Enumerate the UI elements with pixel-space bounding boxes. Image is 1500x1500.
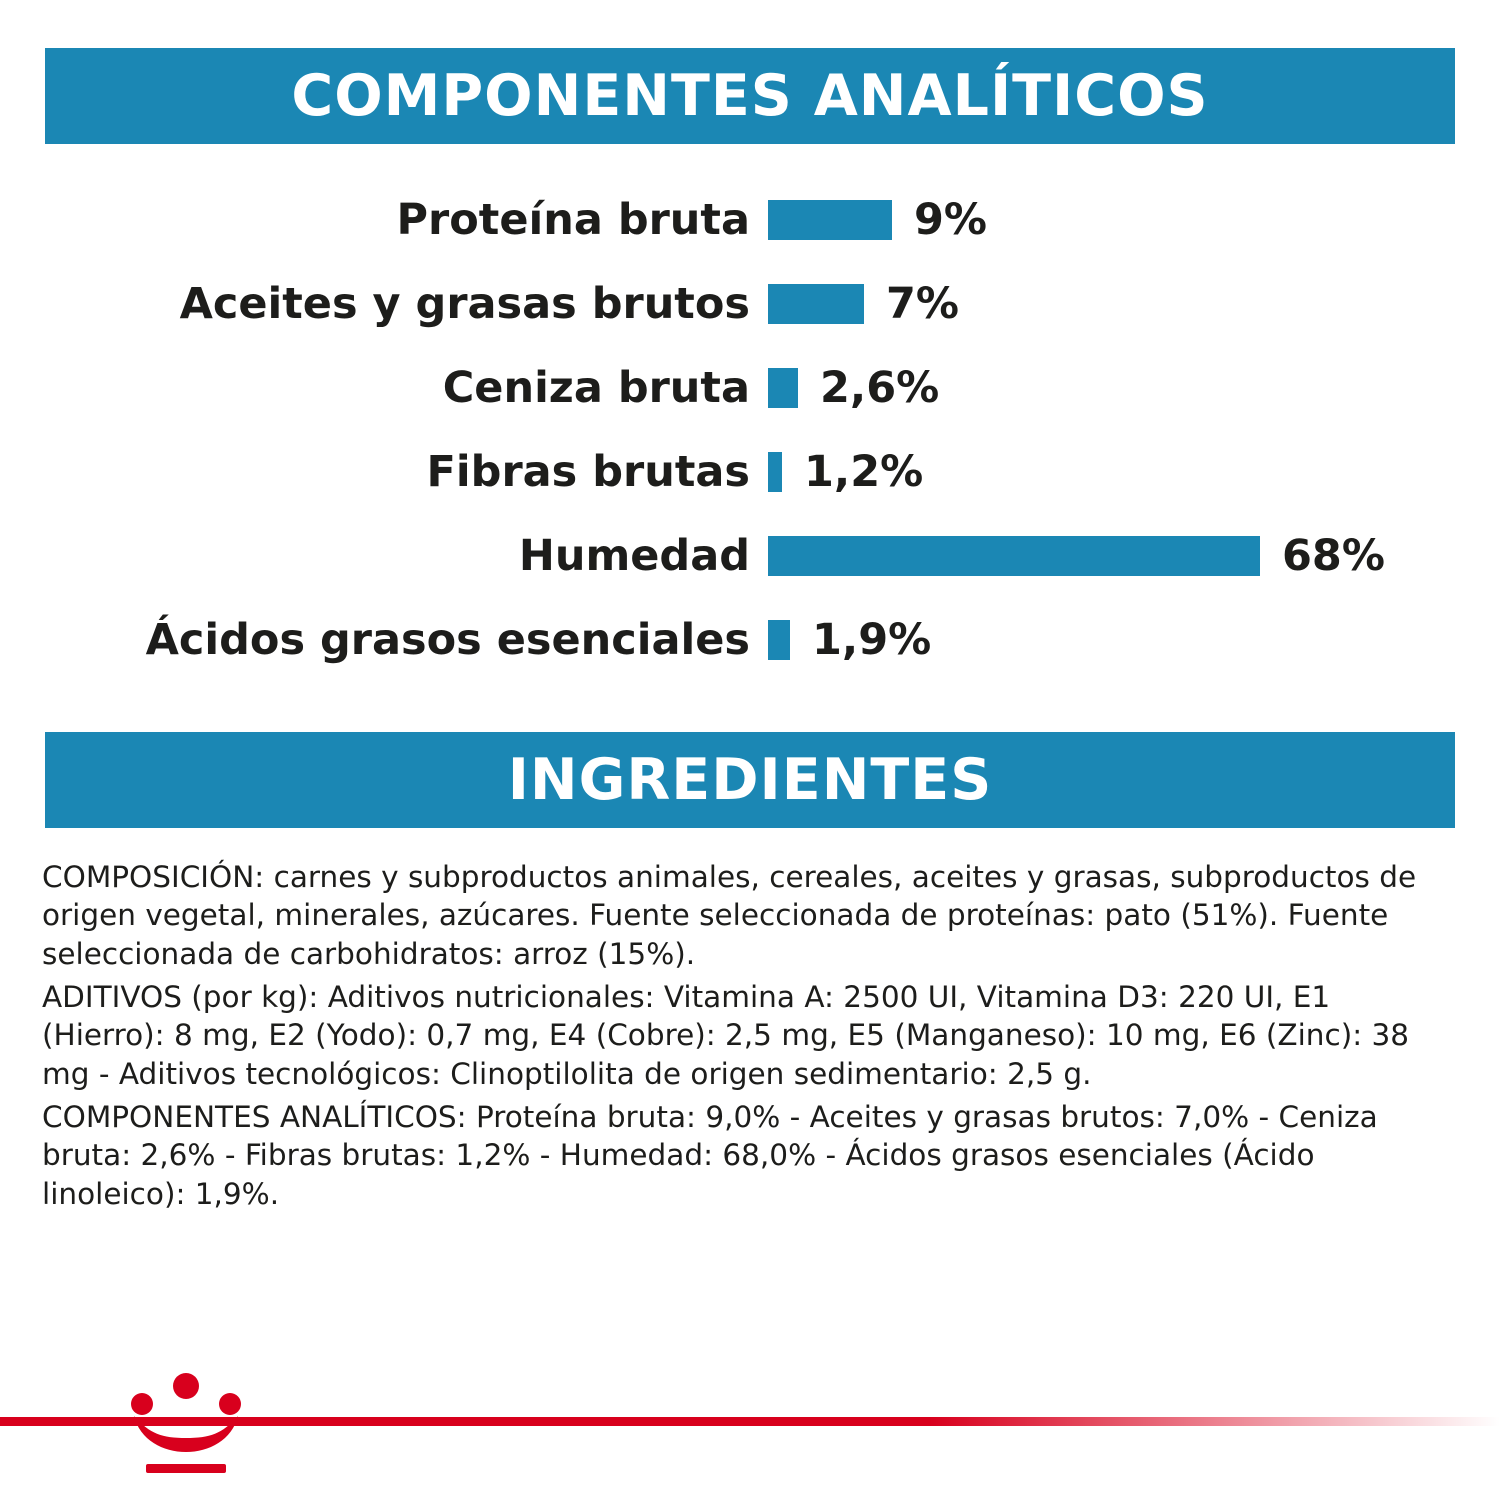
chart-row-value: 1,9% <box>812 615 932 665</box>
chart-bar <box>768 284 864 324</box>
ingredients-paragraph-additives: ADITIVOS (por kg): Aditivos nutricionales: Vitamina A: 2500 UI, Vitamina D3: 220 UI, E1 (Hierro): 8 mg, E2 (Yodo): 0,7 mg, E4 (Cobre): 2,5 mg, E5 (Manganeso): 10 mg, E6 (Zinc): 38 mg - Aditivos tecnológicos: Clinoptilolita de origen sedimentario: 2,5 g. <box>42 980 1410 1091</box>
chart-row-value: 9% <box>914 195 988 245</box>
chart-row-label: Fibras brutas <box>426 447 750 497</box>
chart-row <box>45 262 1455 346</box>
analytic-components-title: COMPONENTES ANALÍTICOS <box>291 63 1209 129</box>
chart-row-bar-wrap <box>768 363 939 413</box>
chart-row-bar-wrap <box>768 447 923 497</box>
chart-row-value: 68% <box>1282 531 1385 581</box>
royal-canin-crown-logo-icon <box>126 1372 246 1484</box>
ingredients-header <box>45 732 1455 828</box>
chart-row-bar-wrap <box>768 279 959 329</box>
chart-row-label: Proteína bruta <box>396 195 750 245</box>
chart-row-bar-wrap <box>768 195 987 245</box>
chart-row-label: Aceites y grasas brutos <box>179 279 750 329</box>
analytic-components-chart <box>45 178 1455 682</box>
chart-row-value: 7% <box>886 279 960 329</box>
ingredients-paragraph-analytic: COMPONENTES ANALÍTICOS: Proteína bruta: 9,0% - Aceites y grasas brutos: 7,0% - Ceniza bruta: 2,6% - Fibras brutas: 1,2% - Humedad: 68,0% - Ácidos grasos esenciales (Ácido linoleico): 1,9%. <box>42 1100 1378 1211</box>
ingredients-body <box>42 858 1460 1213</box>
chart-row-label: Ceniza bruta <box>442 363 750 413</box>
chart-row <box>45 598 1455 682</box>
chart-bar <box>768 536 1260 576</box>
chart-bar <box>768 452 782 492</box>
chart-row <box>45 346 1455 430</box>
analytic-components-header <box>45 48 1455 144</box>
chart-row-label: Humedad <box>518 531 750 581</box>
chart-row <box>45 514 1455 598</box>
chart-bar <box>768 620 790 660</box>
ingredients-title: INGREDIENTES <box>507 747 993 813</box>
chart-row-label: Ácidos grasos esenciales <box>145 615 750 665</box>
chart-row-value: 1,2% <box>804 447 924 497</box>
chart-row <box>45 430 1455 514</box>
chart-row-value: 2,6% <box>820 363 940 413</box>
ingredients-paragraph-composition: COMPOSICIÓN: carnes y subproductos animales, cereales, aceites y grasas, subproductos de origen vegetal, minerales, azúcares. Fuente seleccionada de proteínas: pato (51%). Fuente seleccionada de carbohidratos: arroz (15%). <box>42 860 1417 971</box>
chart-row-bar-wrap <box>768 615 931 665</box>
chart-bar <box>768 200 892 240</box>
chart-row-bar-wrap <box>768 531 1385 581</box>
chart-row <box>45 178 1455 262</box>
chart-bar <box>768 368 798 408</box>
